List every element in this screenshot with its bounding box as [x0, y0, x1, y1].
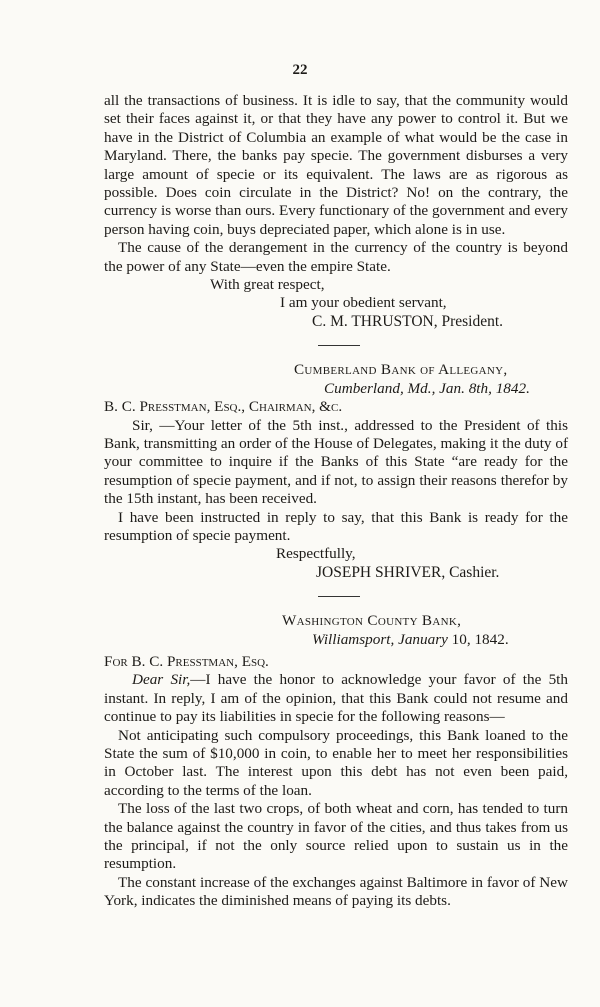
- letter2-bank-name: Cumberland Bank of Allegany,: [294, 361, 508, 379]
- letter3-place-date: [104, 631, 568, 649]
- letter3-addressee: For B. C. Presstman, Esq.: [104, 652, 269, 670]
- letter3-place: Williamsport,: [312, 630, 395, 648]
- section-divider: [318, 345, 360, 346]
- letter2-paragraph: I have been instructed in reply to say, that this Bank is ready for the resumption of specie payment.: [104, 508, 568, 544]
- letter1-paragraph: all the transactions of business. It is idle to say, that the community would set their faces against it, or that they have any power to control it. But we have in the District of Columbia an example of what would be the case in Maryland. There, the banks pay specie. The government disburses a very large amount of specie or its equivalent. The laws are as rigorous as possible. Does coin circulate in the District? No! on the contrary, the currency is worse than ours. Every functionary of the government and every person having coin, buys depreciated paper, which alone is in use.: [104, 92, 568, 238]
- letter2-signature: JOSEPH SHRIVER, Cashier.: [316, 563, 500, 581]
- letter3-paragraph: The loss of the last two crops, of both wheat and corn, has tended to turn the balance against the country in favor of the cities, and thus takes from us the principal, if not the only source relied upon to sustain us in the resumption.: [104, 800, 568, 873]
- letter2-paragraph: Sir, —Your letter of the 5th inst., addressed to the President of this Bank, transmitting an order of the House of Delegates, making it the duty of your committee to inquire if the Banks of this State “are ready for the resumption of specie payment, and if not, to assign their reasons therefor by the 15th instant, has been received.: [104, 416, 568, 508]
- page-number: 22: [292, 62, 308, 78]
- letter2-closing: Respectfully,: [276, 545, 356, 563]
- letter1-signature: C. M. THRUSTON, President.: [312, 312, 504, 330]
- letter1-closing: I am your obedient servant,: [280, 294, 447, 312]
- letter3-date: January: [398, 630, 448, 648]
- letter1-closing: With great respect,: [210, 276, 325, 294]
- letter3-salutation: Dear Sir,: [132, 671, 191, 689]
- letter3-paragraph: The constant increase of the exchanges against Baltimore in favor of New York, indicates the diminished means of paying its debts.: [104, 873, 568, 910]
- letter2-addressee: B. C. Presstman, Esq., Chairman, &c.: [104, 398, 343, 416]
- page-body: [104, 92, 568, 911]
- letter3-date-rest: 10, 1842.: [451, 630, 509, 648]
- letter3-paragraph-text: —I have the honor to acknowledge your favor of the 5th instant. In reply, I am of the opinion, that this Bank could not resume and continue to pay its liabilities in specie for the following reasons—: [104, 671, 568, 726]
- letter2-place-date: Cumberland, Md., Jan. 8th, 1842.: [324, 379, 530, 397]
- letter3-paragraph: [104, 671, 568, 726]
- letter3-paragraph: Not anticipating such compulsory proceedings, this Bank loaned to the State the sum of $10,000 in coin, to enable her to meet her responsibilities in October last. The interest upon this debt has not even been paid, according to the terms of the loan.: [104, 726, 568, 799]
- letter3-bank-name: Washington County Bank,: [282, 612, 462, 630]
- letter1-paragraph: The cause of the derangement in the currency of the country is beyond the power of any State—even the empire State.: [104, 239, 568, 275]
- section-divider: [318, 596, 360, 597]
